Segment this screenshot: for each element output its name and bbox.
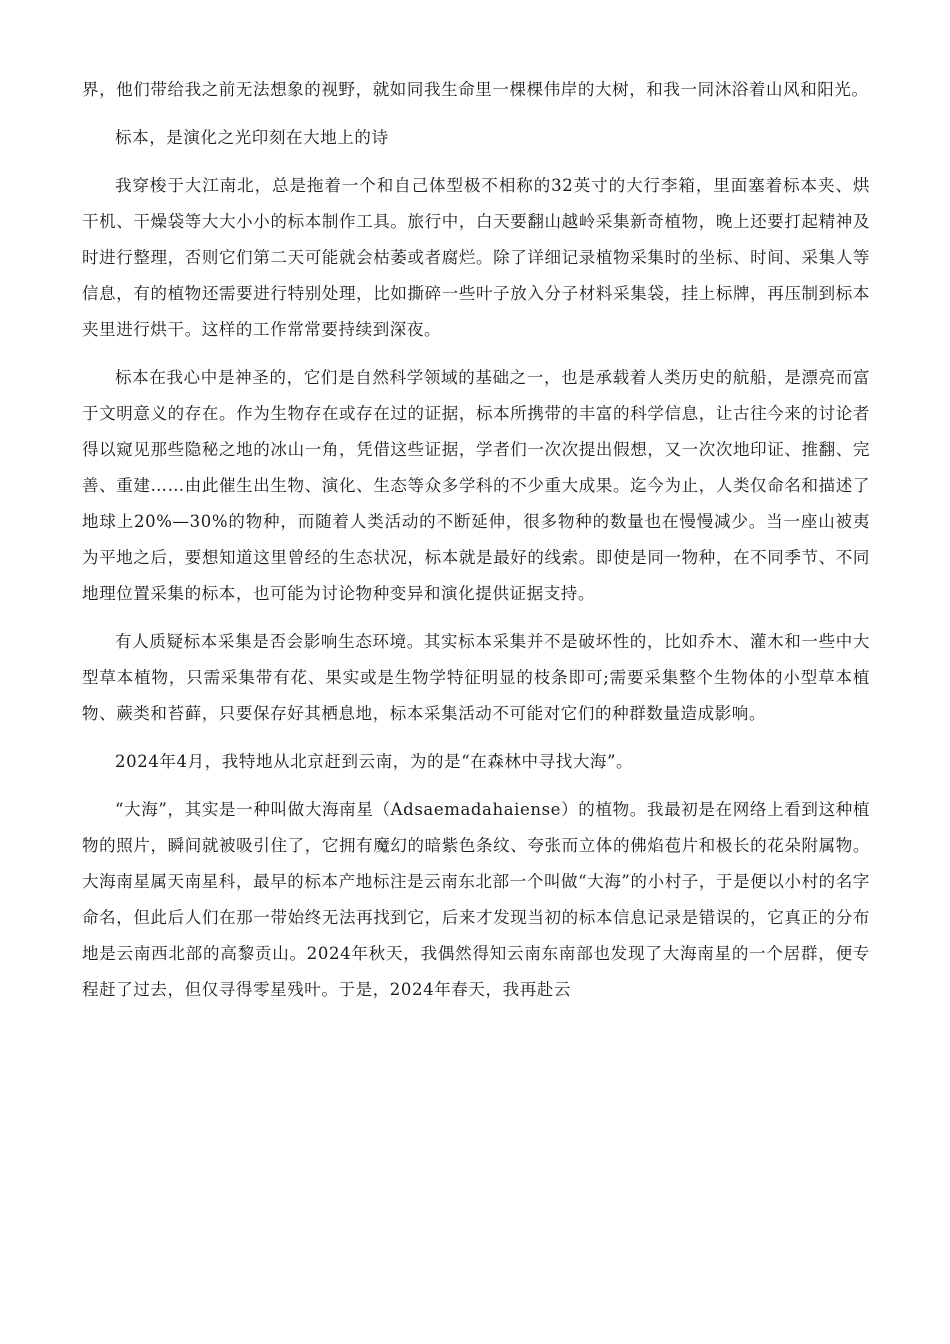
paragraph-trip-date: 2024年4月，我特地从北京赶到云南，为的是“在森林中寻找大海”。 [115,752,634,771]
paragraph-ecology: 有人质疑标本采集是否会影响生态环境。其实标本采集并不是破坏性的，比如乔木、灌木和一些中大型草本植物，只需采集带有花、果实或是生物学特征明显的枝条即可;需要采集整个生物体的小型草本植物、蕨类和苔藓，只要保存好其栖息地，标本采集活动不可能对它们的种群数量造成影响。 [82,632,870,723]
paragraph-continuation: 界，他们带给我之前无法想象的视野，就如同我生命里一棵棵伟岸的大树，和我一同沐浴着山风和阳光。 [82,80,869,99]
section-heading: 标本，是演化之光印刻在大地上的诗 [115,128,389,147]
paragraph-travel: 我穿梭于大江南北，总是拖着一个和自己体型极不相称的32英寸的大行李箱，里面塞着标本夹、烘干机、干燥袋等大大小小的标本制作工具。旅行中，白天要翻山越岭采集新奇植物，晚上还要打起精神及时进行整理，否则它们第二天可能就会枯萎或者腐烂。除了详细记录植物采集时的坐标、时间、采集人等信息，有的植物还需要进行特别处理，比如撕碎一些叶子放入分子材料采集袋，挂上标牌，再压制到标本夹里进行烘干。这样的工作常常要持续到深夜。 [82,176,870,339]
document-page [82,72,870,1008]
paragraph-dahai: “大海”，其实是一种叫做大海南星（Adsaemadahaiense）的植物。我最初是在网络上看到这种植物的照片，瞬间就被吸引住了，它拥有魔幻的暗紫色条纹、夸张而立体的佛焰苞片和极长的花朵附属物。大海南星属天南星科，最早的标本产地标注是云南东北部一个叫做“大海”的小村子，于是便以小村的名字命名，但此后人们在那一带始终无法再找到它，后来才发现当初的标本信息记录是错误的，它真正的分布地是云南西北部的高黎贡山。2024年秋天，我偶然得知云南东南部也发现了大海南星的一个居群，便专程赶了过去，但仅寻得零星残叶。于是，2024年春天，我再赴云 [82,800,870,999]
paragraph-specimen-meaning: 标本在我心中是神圣的，它们是自然科学领域的基础之一，也是承载着人类历史的航船，是漂亮而富于文明意义的存在。作为生物存在或存在过的证据，标本所携带的丰富的科学信息，让古往今来的讨论者得以窥见那些隐秘之地的冰山一角，凭借这些证据，学者们一次次提出假想，又一次次地印证、推翻、完善、重建……由此催生出生物、演化、生态等众多学科的不少重大成果。迄今为止，人类仅命名和描述了地球上20%—30%的物种，而随着人类活动的不断延伸，很多物种的数量也在慢慢减少。当一座山被夷为平地之后，要想知道这里曾经的生态状况，标本就是最好的线索。即使是同一物种，在不同季节、不同地理位置采集的标本，也可能为讨论物种变异和演化提供证据支持。 [82,368,870,603]
